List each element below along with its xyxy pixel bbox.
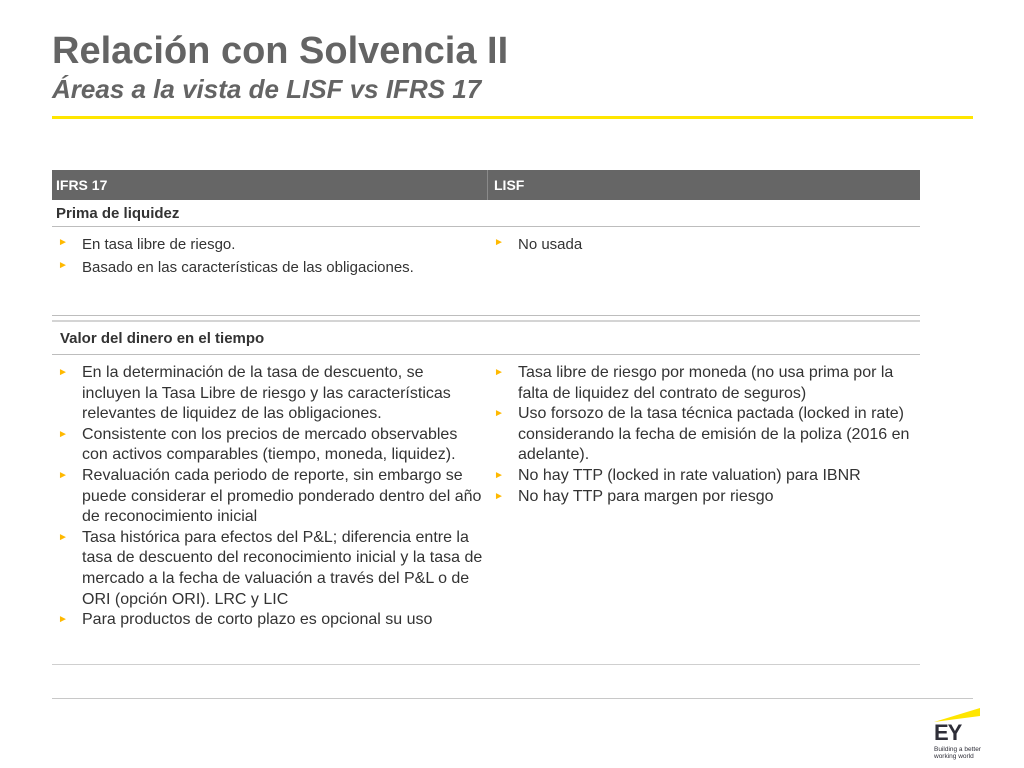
bullet-item [56, 528, 485, 610]
bullet-text: En la determinación de la tasa de descuento, se incluyen la Tasa Libre de riesgo y las características relevantes de liquidez de las obligaciones. [82, 364, 451, 423]
bullet-arrow-icon: ► [494, 408, 504, 420]
bullet-arrow-icon: ► [494, 237, 504, 248]
bullet-text: No usada [518, 236, 583, 253]
bullet-item [56, 233, 485, 256]
slide-title: Relación con Solvencia II [52, 30, 509, 72]
table-header [52, 170, 920, 200]
ifrs17-cell [52, 363, 485, 664]
bullet-item [56, 256, 485, 279]
table-row [52, 227, 920, 316]
bullet-item [492, 363, 920, 404]
bullet-arrow-icon: ► [58, 260, 68, 271]
bullet-text: No hay TTP (locked in rate valuation) para IBNR [518, 466, 861, 484]
ey-logo-text: EY [934, 720, 962, 745]
lisf-cell [485, 233, 920, 315]
bullet-arrow-icon: ► [58, 367, 68, 378]
bullet-text: Revaluación cada periodo de reporte, sin embargo se puede considerar el promedio ponderado dentro del año de reconocimiento inicial [82, 466, 482, 526]
section-title-valor-dinero: Valor del dinero en el tiempo [52, 322, 920, 355]
bullet-arrow-icon: ► [58, 428, 68, 440]
bullet-arrow-icon: ► [494, 490, 504, 502]
bullet-arrow-icon: ► [494, 469, 504, 481]
bullet-item [56, 610, 485, 631]
bullet-arrow-icon: ► [58, 237, 68, 248]
bullet-arrow-icon: ► [58, 531, 68, 543]
bullet-item [56, 425, 485, 466]
bullet-text: En tasa libre de riesgo. [82, 236, 236, 253]
bullet-item [492, 404, 920, 466]
bullet-arrow-icon: ► [58, 469, 68, 481]
lisf-bullet-list [492, 233, 920, 256]
table-row [52, 355, 920, 665]
bullet-item [492, 466, 920, 487]
bullet-item [492, 487, 920, 508]
lisf-cell [485, 363, 920, 664]
ey-logo [934, 704, 984, 764]
bullet-text: Uso forsozo de la tasa técnica pactada (locked in rate) considerando la fecha de emisión de la poliza (2016 en adelante). [518, 405, 910, 464]
comparison-table [52, 170, 920, 665]
bullet-arrow-icon: ► [58, 614, 68, 626]
bullet-item [56, 466, 485, 528]
bullet-text: Para productos de corto plazo es opcional su uso [82, 611, 433, 629]
ifrs17-bullet-list [56, 363, 485, 631]
bullet-item [492, 233, 920, 256]
bullet-text: Consistente con los precios de mercado observables con activos comparables (tiempo, moneda, liquidez). [82, 425, 458, 464]
slide-subtitle: Áreas a la vista de LISF vs IFRS 17 [52, 74, 482, 104]
footer-divider [52, 698, 973, 699]
title-divider [52, 116, 973, 119]
header-ifrs17: IFRS 17 [52, 170, 488, 200]
bullet-text: Tasa histórica para efectos del P&L; diferencia entre la tasa de descuento del reconocimiento inicial y la tasa de mercado a la fecha de valuación a través del P&L o de ORI (opción ORI). LRC y LIC [82, 528, 483, 608]
ifrs17-cell [52, 233, 485, 315]
bullet-text: Tasa libre de riesgo por moneda (no usa prima por la falta de liquidez del contrato de seguros) [518, 364, 894, 402]
section-title-prima-liquidez: Prima de liquidez [52, 200, 920, 227]
ifrs17-bullet-list [56, 233, 485, 279]
ey-tagline: Building a better working world [934, 746, 981, 760]
bullet-text: No hay TTP para margen por riesgo [518, 487, 774, 505]
header-lisf: LISF [494, 177, 525, 193]
bullet-text: Basado en las características de las obligaciones. [82, 259, 414, 276]
lisf-bullet-list [492, 363, 920, 507]
bullet-arrow-icon: ► [494, 367, 504, 378]
bullet-item [56, 363, 485, 425]
